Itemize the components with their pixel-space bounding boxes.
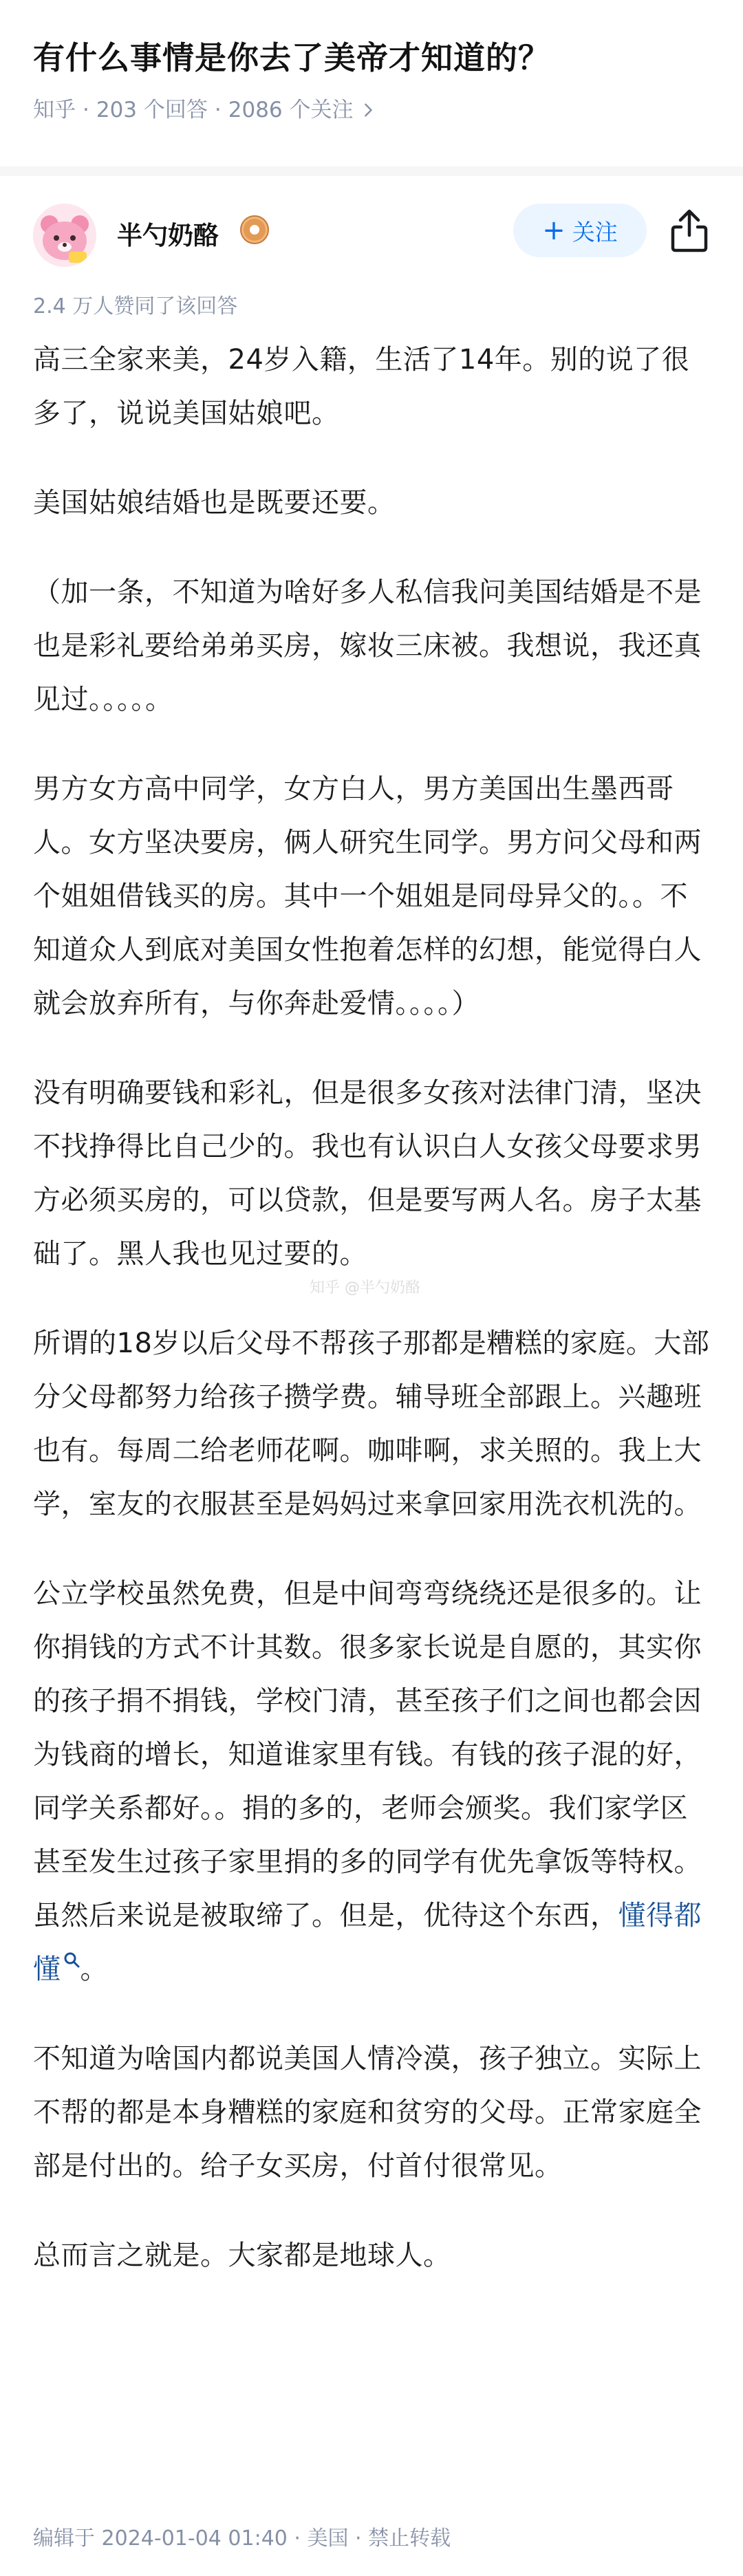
watermark: 知乎 @半勺奶酪 [310,1279,420,1297]
author-name[interactable]: 半勺奶酪 [117,221,219,250]
avatar[interactable] [33,204,96,267]
paragraph: 没有明确要钱和彩礼，但是很多女孩对法律门清，坚决不找挣得比自己少的。我也有认识白人女孩父母要求男方必须买房的，可以贷款，但是要写两人名。房子太基础了。黑人我也见过要的。 [33,1077,702,1270]
plus-icon: + [542,215,566,246]
meta-separator: · [83,98,89,122]
follower-count: 2086 个关注 [228,98,354,122]
share-icon[interactable] [669,208,710,253]
donut-badge-icon[interactable] [238,213,271,246]
paragraph: 美国姑娘结婚也是既要还要。 [33,487,396,519]
follow-button[interactable] [513,204,647,257]
paragraph [33,1567,710,1996]
paragraph: 不知道为啥国内都说美国人情冷漠，孩子独立。实际上不帮的都是本身糟糕的家庭和贫穷的父母。正常家庭全部是付出的。给子女买房，付首付很常见。 [33,2043,702,2182]
source-label: 知乎 [33,98,76,122]
paragraph: （加一条，不知道为啥好多人私信我问美国结婚是不是也是彩礼要给弟弟买房，嫁妆三床被。我想说，我还真见过。。。。。 [33,576,702,715]
paragraph: 所谓的18岁以后父母不帮孩子那都是糟糕的家庭。大部分父母都努力给孩子攒学费。辅导班全部跟上。兴趣班也有。每周二给老师花啊。咖啡啊，求关照的。我上大学，室友的衣服甚至是妈妈过来拿回家用洗衣机洗的。 [33,1328,710,1520]
paragraph: 总而言之就是。大家都是地球人。 [33,2240,451,2271]
follow-label: 关注 [572,218,618,246]
paragraph: 男方女方高中同学，女方白人，男方美国出生墨西哥人。女方坚决要房，俩人研究生同学。男方问父母和两个姐姐借钱买的房。其中一个姐姐是同母异父的。。不知道众人到底对美国女性抱着怎样的幻想，能觉得白人就会放弃所有，与你奔赴爱情。。。。） [33,773,702,1019]
bear-avatar-icon [33,204,96,267]
paragraph-text: 。 [80,1953,108,1985]
question-header[interactable] [0,0,743,125]
author-row [0,194,743,272]
question-meta[interactable] [33,95,710,125]
search-icon[interactable] [63,1951,80,1969]
topic-link[interactable]: 懂得都懂 [33,1900,702,1985]
meta-separator: · [214,98,222,122]
answer-count: 203 个回答 [96,98,208,122]
paragraph: 高三全家来美，24岁入籍，生活了14年。别的说了很多了，说说美国姑娘吧。 [33,344,690,429]
section-divider [0,166,743,176]
vote-count: 2.4 万人赞同了该回答 [33,294,238,318]
answer-body [33,333,710,2318]
chevron-right-icon[interactable] [360,102,376,118]
question-title[interactable]: 有什么事情是你去了美帝才知道的？ [33,39,550,76]
edit-info: 编辑于 2024-01-04 01:40 · 美国 · 禁止转载 [33,2526,451,2551]
paragraph-text: 公立学校虽然免费，但是中间弯弯绕绕还是很多的。让你捐钱的方式不计其数。很多家长说是自愿的，其实你的孩子捐不捐钱，学校门清，甚至孩子们之间也都会因为钱商的增长，知道谁家里有钱。有钱的孩子混的好，同学关系都好。。捐的多的，老师会颁奖。我们家学区甚至发生过孩子家里捐的多的同学有优先拿饭等特权。 虽然后来说是被取缔了。但是，优待这个东西， [33,1578,702,1931]
